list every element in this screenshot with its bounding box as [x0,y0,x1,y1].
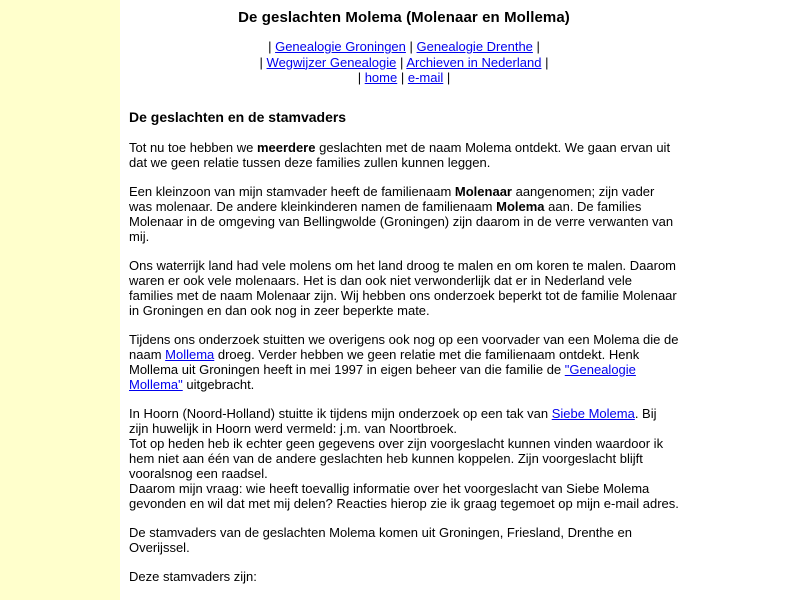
paragraph-kleinzoon-molenaar [129,184,679,244]
text-run: uitgebracht. [182,376,255,392]
nav-separator: | [400,70,405,85]
nav-row-1 [129,39,679,55]
bold-molema: Molema [496,198,545,214]
bold-meerdere: meerdere [256,139,316,155]
text-run: Tot nu toe hebben we [129,139,257,155]
text-run: . Bij zijn huwelijk in Hoorn werd vermeld: j.m. van Noortbroek. [129,405,657,436]
paragraph-siebe-molema-hoorn [129,406,679,511]
nav-link-email[interactable]: e-mail [407,70,444,85]
text-run: aangenomen; zijn vader was molenaar. De andere kleinkinderen namen de familienaam [129,183,655,214]
content-inner-wrapper [129,0,679,584]
nav-separator: | [409,39,413,54]
nav-separator: | [268,39,272,54]
nav-separator: | [545,54,549,70]
nav-separator: | [446,70,451,85]
left-sidebar-column [0,0,120,600]
paragraph-waterrijk-land: Ons waterrijk land had vele molens om het land droog te malen en om koren te malen. Daarom waren er ook vele molenaars. Het is dan ook niet verwonderlijk dat er in Nederland vele families met de naam Molenaar zijn. Wij hebben ons onderzoek beperkt tot de familie Molenaar in Groningen en dan ook nog in zeer beperkte mate. [129,257,677,318]
main-content-column [120,0,800,600]
text-run: Tijdens ons onderzoek stuitten we overigens ook nog op een voorvader van een Molema die de naam [129,331,679,362]
link-siebe-molema[interactable]: Siebe Molema [551,405,635,421]
text-run: Tot op heden heb ik echter geen gegevens over zijn voorgeslacht kunnen vinden waardoor ik hem niet aan één van de andere geslachten heb kunnen koppelen. Zijn voorgeslacht blijft vooralsnog een raadsel. [129,435,664,481]
page-title: De geslachten Molema (Molenaar en Mollema) [238,9,570,26]
paragraph-stamvaders-provincies: De stamvaders van de geslachten Molema komen uit Groningen, Friesland, Drenthe en Overijssel. [129,524,632,555]
paragraph-mollema-onderzoek [129,332,679,392]
text-run: Daarom mijn vraag: wie heeft toevallig informatie over het voorgeslacht van Siebe Molema gevonden en wil dat met mij delen? Reacties hierop zie ik graag tegemoet op mijn e-mail adres. [129,480,679,511]
text-run: In Hoorn (Noord-Holland) stuitte ik tijdens mijn onderzoek op een tak van [129,405,552,421]
text-run: Een kleinzoon van mijn stamvader heeft de familienaam [129,183,455,199]
nav-link-wegwijzer-genealogie[interactable]: Wegwijzer Genealogie [266,54,397,70]
link-mollema[interactable]: Mollema [165,346,215,362]
nav-link-home[interactable]: home [364,70,398,85]
text-run: aan. De families Molenaar in de omgeving van Bellingwolde (Groningen) zijn daarom in de verre verwanten van mij. [129,198,674,244]
nav-link-genealogie-drenthe[interactable]: Genealogie Drenthe [416,39,533,54]
nav-separator: | [536,39,540,54]
text-run: droeg. Verder hebben we geen relatie met die familienaam ontdekt. Henk Mollema uit Groningen heeft in mei 1997 in eigen beheer van die familie de [129,346,640,377]
nav-row-3 [129,70,679,86]
section-heading-geslachten-stamvaders: De geslachten en de stamvaders [129,108,347,125]
navigation-links [129,39,679,86]
paragraph-meerdere-geslachten [129,140,679,170]
nav-row-2 [129,55,679,71]
text-run: geslachten met de naam Molema ontdekt. We gaan ervan uit dat we geen relatie tussen deze families zullen kunnen leggen. [129,139,671,170]
nav-separator: | [357,70,362,85]
bold-molenaar: Molenaar [454,183,512,199]
nav-separator: | [259,54,263,70]
paragraph-deze-stamvaders-zijn: Deze stamvaders zijn: [129,568,257,584]
nav-link-archieven-in-nederland[interactable]: Archieven in Nederland [406,54,542,70]
nav-link-genealogie-groningen[interactable]: Genealogie Groningen [275,39,406,54]
nav-separator: | [400,54,404,70]
link-genealogie-mollema[interactable]: "Genealogie Mollema" [129,361,636,392]
